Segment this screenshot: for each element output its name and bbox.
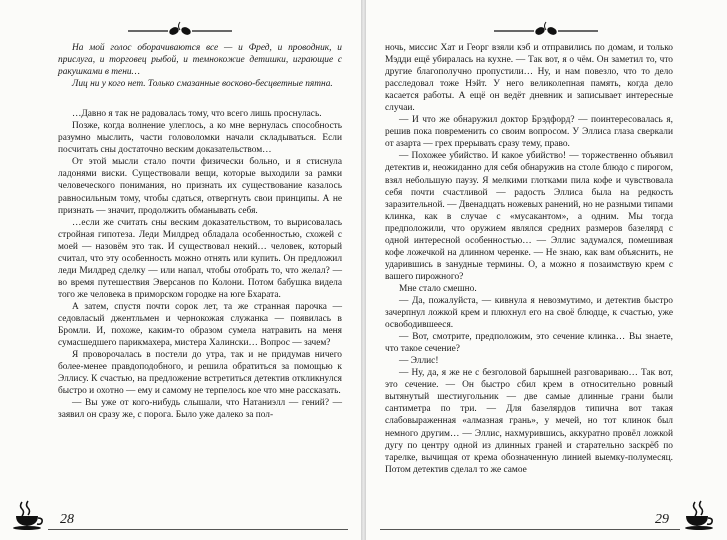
page-number: 29	[655, 512, 669, 527]
paragraph: — Да, пожалуйста, — кивнула я невозмутимо, и детектив быстро зачерпнул ложкой крем и плюхнул его на своё блюдце, к счастью, уже освободившееся.	[385, 295, 673, 331]
page-number: 28	[60, 512, 74, 527]
paragraph: — Ну, да, я же не с безголовой барышней разговариваю… Так вот, это сечение. — Он быстро сбил крем в относительно ровный вытянутый шестиугольник — две самые длинные грани были сантиметра по три. — Для базелярдов типична вот такая слабовыраженная «алмазная грань», у мечей, но тот клинок был немного другим… — Эллис, нахмурившись, аккуратно провёл ложкой дугу по центру одной из длинных граней и старательно заскрёб по тарелке, вычищая от крема обозначенную линией выемку-полумесяц. Потом детектив сделал то же самое	[385, 368, 673, 475]
paragraph: …если же считать сны веским доказательством, то вырисовалась стройная гипотеза. Леди Милдред обладала особенностью, схожей с моей — назовём это так. И существовал некий… человек, который считал, что эту особенность можно отнять или купить. Он предложил леди Милдред сделку — или напал, чтобы отобрать то, что желал? — во время путешествия Эверсанов по Колони. Потом бабушка видела того же человека в приморском городке на юге Бхарата.	[58, 217, 342, 300]
paragraph: Позже, когда волнение улеглось, а ко мне вернулась способность разумно мыслить, части головоломки начали складываться. Если посчитать сны достаточно веским доказательством…	[58, 121, 342, 156]
paragraph: От этой мысли стало почти физически больно, и я стиснула ладонями виски. Существовали вещи, которые выходили за рамки человеческого понимания, но признать их существование казалось равносильным тому, чтобы сдаться, отвергнуть свои принципы. А не признать — значит, продолжить обманывать себя.	[58, 157, 342, 216]
footer-rule	[48, 529, 348, 530]
ornament-icon	[120, 18, 240, 40]
left-page	[0, 0, 361, 540]
paragraph: Мне стало смешно.	[399, 283, 477, 294]
paragraph: — Вы уже от кого-нибудь слышали, что Натаниэлл — гений? — заявил он сразу же, с порога. Было уже далеко за пол-	[58, 398, 342, 421]
right-page	[366, 0, 727, 540]
paragraph: ночь, миссис Хат и Георг взяли кэб и отправились по домам, и только Мэдди ещё убиралась на кухне. — Так вот, я о чём. Он заметил то, что другие благополучно пропустили… Ну, и нам повезло, что то дело расследовал тоже Нэйт. У него великолепная память, когда дело касается работы. А ещё он ведёт дневник и записывает интересные случаи.	[385, 43, 673, 114]
paragraph: Я проворочалась в постели до утра, так и не придумав ничего более-менее правдоподобного, и решила обратиться за помощью к Эллису. К счастью, на предложение встретиться детектив откликнулся быстро и охотно — ему и самому не терпелось кое что мне рассказать.	[58, 350, 342, 397]
left-page-text	[58, 42, 342, 421]
coffee-cup-icon	[10, 496, 46, 532]
coffee-cup-icon	[681, 496, 717, 532]
epigraph-line: Лиц ни у кого нет. Только смазанные восково-бесцветные пятна.	[72, 79, 333, 90]
paragraph: А затем, спустя почти сорок лет, та же странная парочка — седовласый джентльмен и чернокожая служанка — появилась в Бромли. И, похоже, каким-то образом сумела натравить на меня сумасшедшего парикмахера, мистера Халински… Вопрос — зачем?	[58, 301, 342, 349]
ornament-icon	[486, 18, 606, 40]
paragraph: …Давно я так не радовалась тому, что всего лишь проснулась.	[72, 109, 322, 120]
paragraph: — Эллис!	[399, 356, 439, 367]
paragraph: — Похожее убийство. И какое убийство! — торжественно объявил детектив и, неожиданно для себя обнаружив на столе блюдо с пирогом, взял небольшую паузу. Я мелкими глотками пила кофе и чувствовала себя почти счастливой — радость Эллиса была на редкость заразительной. — Двенадцать ножевых ранений, но не разными типами клинка, как в случае с «мусакантом», а одним. Мы тогда предположили, что оружием являлся средних размеров базелярд с одной интересной особенностью… — Эллис задумался, помешивая кофе ложечкой на длинном черенке. — Не знаю, как вам объяснить, не ударившись в занудные термины. О, а можно я позаимствую крем с вашего пирожного?	[385, 151, 673, 282]
right-page-text	[385, 42, 673, 476]
paragraph: — И что же обнаружил доктор Брэдфорд? — поинтересовалась я, решив пока повременить со своим вопросом. У Эллиса глаза сверкали от азарта — грех прерывать сразу тему, право.	[385, 115, 673, 150]
paragraph: — Вот, смотрите, предположим, это сечение клинка… Вы знаете, что такое сечение?	[385, 332, 673, 355]
epigraph-line: На мой голос оборачиваются все — и Фред, и проводник, и прислуга, и торговец рыбой, и темнокожие детишки, играющие с ракушками в тени…	[58, 43, 342, 78]
footer-rule	[380, 529, 680, 530]
